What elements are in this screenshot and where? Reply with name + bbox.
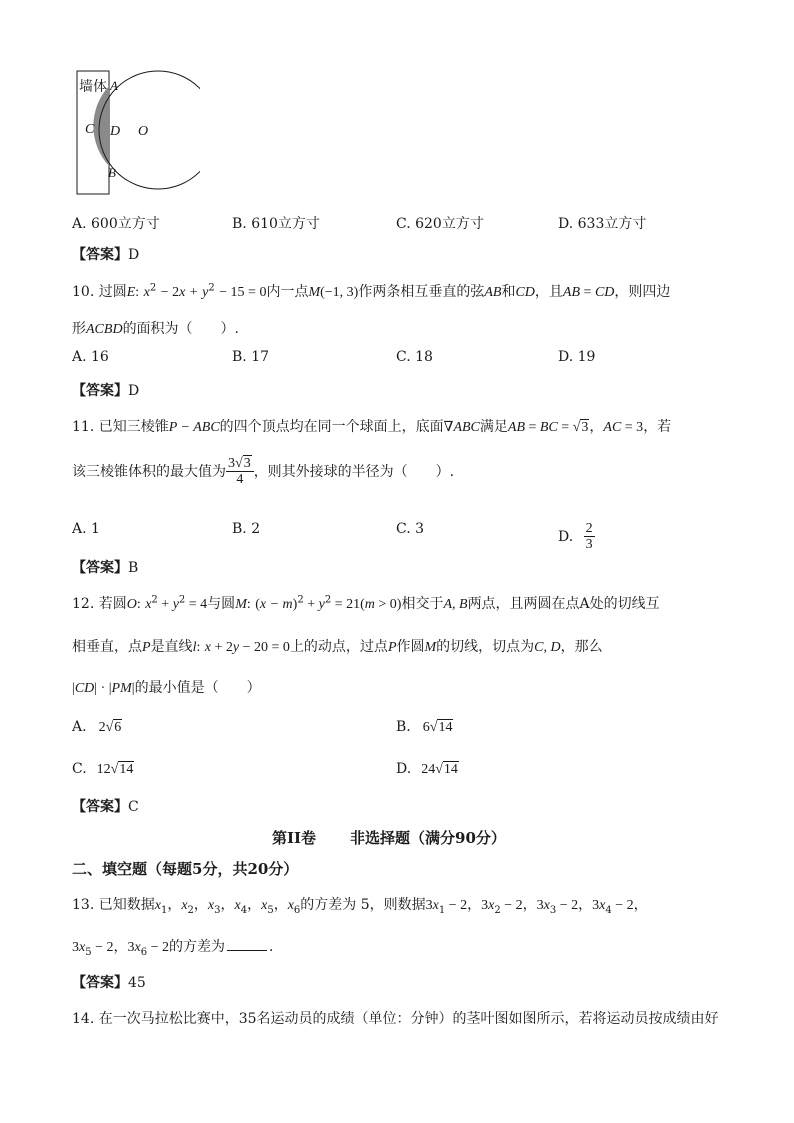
section-title-volume: 第II卷 [272,829,317,847]
q13-answer-value: 45 [128,975,146,991]
q12-text: 是直线 [150,639,193,655]
q12-text: 两点，且两圆在点A处的切线互 [467,596,660,612]
q13-text: 的方差为 [169,939,225,955]
q11-text: ，若 [643,419,672,435]
q11-text: 该三棱锥体积的最大值为 [72,463,226,480]
q12-option-b: B. 6√14 [396,719,453,735]
q11-answer [72,557,138,577]
q13-text: . [269,939,274,955]
q11-option-d-label: D. [558,528,574,545]
q10-number: 10. [72,284,95,300]
q10-text: 和 [501,284,516,300]
q12-text: 上的动点，过点 [289,639,388,655]
shaded-segment [93,86,109,166]
q12-answer-tag: 【答案】 [72,799,128,815]
q11-text: 的四个顶点均在同一个球面上，底面 [219,419,444,435]
wall-label: 墙体 [79,79,107,95]
q11-answer-value: B [128,560,139,576]
q10-answer-value: D [128,383,140,399]
q11-option-d [558,521,595,553]
q9-option-c: C. 620立方寸 [396,216,484,232]
q12-stem-line1: 12. 若圆O: $x^2 + y^2 = 4$与圆M: $(x - m)^2 + y^2 = 21(m > 0)$相交于A, B两点，且两圆在点A处的切线互 [72,594,660,612]
q12-option-c: C. 12√14 [72,761,134,777]
q12-option-d-label: D. [396,761,412,777]
q13-text: 已知数据 [98,897,155,913]
wall-circle-figure [70,68,200,198]
q12-option-c-label: C. [72,761,87,777]
q9-option-b: B. 610立方寸 [232,216,320,232]
section-title-desc: 非选择题（满分90分） [350,829,506,847]
q10-option-d: D. 19 [558,349,596,365]
q10-text: 内一点 [266,284,309,300]
q12-option-a-label: A. [72,719,87,735]
q12-text: 若圆 [98,596,127,612]
q12-text: 与圆 [207,596,236,612]
q13-stem-line2: $3x_5 - 2$，$3x_6 - 2$的方差为 . [72,939,274,958]
q10-text: ，则四边 [614,284,671,300]
q10-answer [72,380,139,400]
q14-number: 14. [72,1011,95,1027]
point-b-label: B [108,165,116,180]
q12-text: 相垂直，点 [72,639,142,655]
q9-answer-value: D [128,247,140,263]
q11-answer-tag: 【答案】 [72,560,128,576]
q9-option-d: D. 633立方寸 [558,216,647,232]
q10-stem-line1: 10. 过圆E: $x^2 - 2x + y^2 - 15 = 0$内一点M(−1, 3)作两条相互垂直的弦AB和CD，且AB = CD，则四边 [72,282,671,300]
q12-text: 的切线，切点为 [436,639,535,655]
point-a-label: A [110,78,118,93]
q10-answer-tag: 【答案】 [72,383,128,399]
q11-option-a: A. 1 [72,521,100,537]
q10-option-b: B. 17 [232,349,270,365]
q11-text: 已知三棱锥 [98,419,169,435]
q11-text: 满足 [479,419,508,435]
q13-number: 13. [72,897,95,913]
point-o-label: O [138,124,149,139]
q12-text: 作圆 [396,639,425,655]
q12-answer-value: C [128,799,139,815]
section-title [272,827,506,848]
fraction-2-over-3: $\frac{2}{3}$ [585,521,593,553]
q11-stem-line1: 11. 已知三棱锥P − ABC的四个顶点均在同一个球面上，底面∇ABC满足AB = BC = √3，AC = 3，若 [72,419,672,435]
q12-text: 相交于 [401,596,444,612]
q14-stem-line1 [72,1008,719,1028]
q12-answer [72,796,139,816]
q10-option-a: A. 16 [72,349,109,365]
q9-answer [72,244,139,264]
q12-text: ，那么 [560,639,603,655]
q11-option-b: B. 2 [232,521,261,537]
q10-text: 的面积为（ ）. [122,321,240,337]
q11-stem-line2 [72,456,454,488]
point-d-label: D [110,124,121,139]
q11-text: ，则其外接球的半径为（ ）. [253,463,455,480]
q12-option-d: D. 24√14 [396,761,458,777]
fraction-3sqrt3-over-4: $\frac{3√3}{4}$ [226,456,254,488]
q10-text: ，且 [534,284,563,300]
q13-answer [72,972,146,992]
q9-answer-tag: 【答案】 [72,247,128,263]
q12-option-a: A. 2√6 [72,719,122,735]
q13-answer-blank[interactable] [227,949,267,951]
q9-option-a: A. 600立方寸 [72,216,160,232]
q12-text: 的最小值是（ ） [134,680,261,696]
point-c-label: C [85,122,95,137]
q12-number: 12. [72,596,95,612]
q10-stem-line2: 形ACBD的面积为（ ）. [72,321,240,337]
q12-option-b-label: B. [396,719,411,735]
q13-text: 的方差为 5，则数据 [300,897,426,913]
q13-stem-line1: 13. 已知数据$x_1$，$x_2$，$x_3$，$x_4$，$x_5$，$x_6$的方差为 5，则数据$3x_1 - 2$，$3x_2 - 2$，$3x_3 - 2$，$3x_4 - 2$， [72,897,648,916]
q12-stem-line3: |CD| · |PM|的最小值是（ ） [72,680,261,696]
q11-number: 11. [72,419,95,435]
q12-stem-line2: 相垂直，点P是直线l: x + 2y − 20 = 0上的动点，过点P作圆M的切线，切点为C, D，那么 [72,639,603,655]
q14-text: 在一次马拉松比赛中，35名运动员的成绩（单位：分钟）的茎叶图如图所示，若将运动员按成绩由好 [98,1011,719,1027]
q10-option-c: C. 18 [396,349,433,365]
q10-text: 过圆 [98,284,127,300]
q10-text: 作两条相互垂直的弦 [358,284,485,300]
q11-option-c: C. 3 [396,521,425,537]
q10-text: 形 [72,321,86,337]
q13-answer-tag: 【答案】 [72,975,128,991]
part-two-heading: 二、填空题（每题5分，共20分） [72,860,299,878]
